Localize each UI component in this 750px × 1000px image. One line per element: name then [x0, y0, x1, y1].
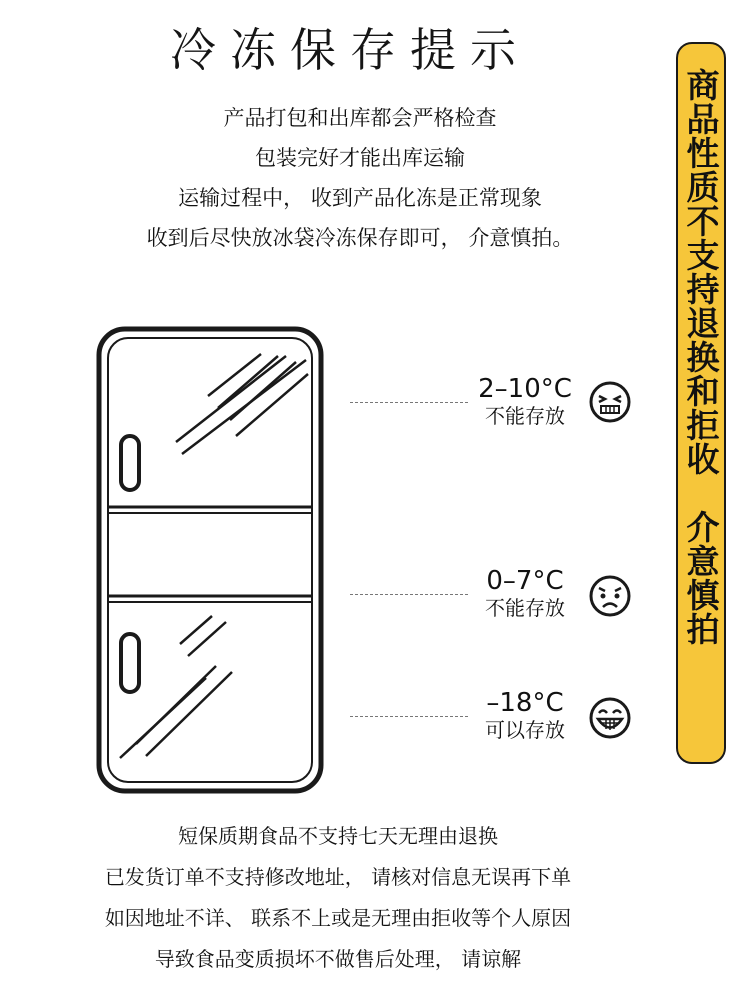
door-handle-top	[121, 436, 139, 490]
fridge-body	[99, 329, 321, 791]
temp-status: 可以存放	[485, 718, 565, 742]
leader-line	[350, 402, 468, 403]
footer-line: 如因地址不详、 联系不上或是无理由拒收等个人原因	[104, 906, 572, 930]
intro-text	[20, 98, 700, 258]
temp-value: 2–10°C	[478, 374, 572, 404]
return-policy-banner	[676, 42, 726, 764]
temp-value: 0–7°C	[486, 566, 564, 596]
intro-line: 运输过程中， 收到产品化冻是正常现象	[178, 186, 542, 210]
temp-status: 不能存放	[485, 596, 565, 620]
temp-status: 不能存放	[485, 404, 565, 428]
page-title: 冷冻保存提示	[170, 23, 530, 77]
banner-line-2: 介意慎拍	[681, 510, 721, 646]
temp-label-3	[470, 688, 580, 742]
fridge-inner	[108, 338, 312, 782]
temp-value: –18°C	[486, 688, 564, 718]
worried-face-icon	[588, 574, 632, 618]
fridge-illustration	[96, 326, 326, 796]
leader-line	[350, 594, 468, 595]
footer-text	[0, 816, 676, 980]
footer-line: 已发货订单不支持修改地址， 请核对信息无误再下单	[104, 865, 572, 889]
grimace-face-icon	[588, 380, 632, 424]
glass-reflection-top	[176, 354, 308, 454]
intro-line: 产品打包和出库都会严格检查	[223, 106, 497, 130]
temp-label-2	[470, 566, 580, 620]
footer-line: 导致食品变质损坏不做售后处理， 请谅解	[154, 947, 522, 971]
door-handle-bottom	[121, 634, 139, 692]
temp-label-1	[470, 374, 580, 428]
intro-line: 包装完好才能出库运输	[255, 146, 465, 170]
grin-face-icon	[588, 696, 632, 740]
intro-line: 收到后尽快放冰袋冷冻保存即可， 介意慎拍。	[146, 226, 574, 250]
banner-line-1: 商品性质不支持退换和拒收	[681, 68, 721, 476]
footer-line: 短保质期食品不支持七天无理由退换	[178, 824, 498, 848]
leader-line	[350, 716, 468, 717]
